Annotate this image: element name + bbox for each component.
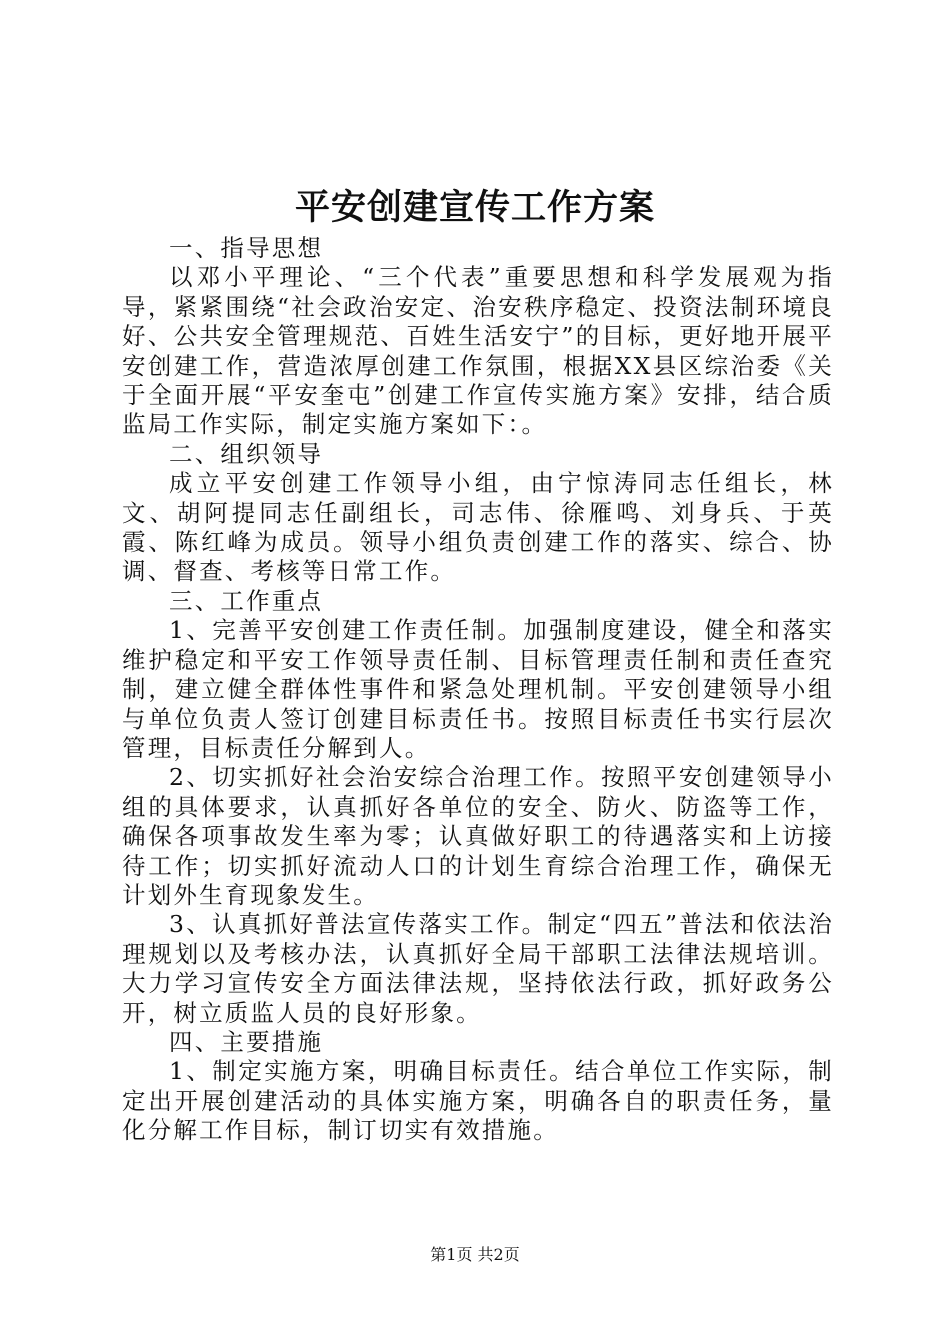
body-paragraph: 1、制定实施方案，明确目标责任。结合单位工作实际，制定出开展创建活动的具体实施方案，明确各自的职责任务，量化分解工作目标，制订切实有效措施。 xyxy=(122,1057,834,1145)
body-paragraph: 2、切实抓好社会治安综合治理工作。按照平安创建领导小组的具体要求，认真抓好各单位的安全、防火、防盗等工作，确保各项事故发生率为零；认真做好职工的待遇落实和上访接待工作；切实抓好流动人口的计划生育综合治理工作，确保无计划外生育现象发生。 xyxy=(122,763,834,909)
section-heading: 二、组织领导 xyxy=(169,439,324,468)
document-body xyxy=(122,234,834,1146)
section-heading: 四、主要措施 xyxy=(169,1027,324,1056)
body-paragraph: 成立平安创建工作领导小组，由宁惊涛同志任组长，林文、胡阿提同志任副组长，司志伟、徐雁鸣、刘身兵、于英霞、陈红峰为成员。领导小组负责创建工作的落实、综合、协调、督查、考核等日常工作。 xyxy=(122,469,834,586)
document-title: 平安创建宣传工作方案 xyxy=(294,187,655,228)
body-paragraph: 3、认真抓好普法宣传落实工作。制定“四五”普法和依法治理规划以及考核办法，认真抓好全局干部职工法律法规培训。大力学习宣传安全方面法律法规，坚持依法行政，抓好政务公开，树立质监人员的良好形象。 xyxy=(122,910,834,1027)
section-heading: 三、工作重点 xyxy=(169,586,324,615)
body-paragraph: 1、完善平安创建工作责任制。加强制度建设，健全和落实维护稳定和平安工作领导责任制、目标管理责任制和责任查究制，建立健全群体性事件和紧急处理机制。平安创建领导小组与单位负责人签订创建目标责任书。按照目标责任书实行层次管理，目标责任分解到人。 xyxy=(122,616,834,762)
section-heading: 一、指导思想 xyxy=(169,234,324,262)
body-paragraph: 以邓小平理论、“三个代表”重要思想和科学发展观为指导，紧紧围绕“社会政治安定、治安秩序稳定、投资法制环境良好、公共安全管理规范、百姓生活安宁”的目标，更好地开展平安创建工作，营造浓厚创建工作氛围，根据XX县区综治委《关于全面开展“平安奎屯”创建工作宣传实施方案》安排，结合质监局工作实际，制定实施方案如下：。 xyxy=(122,263,834,439)
page-footer: 第1页 共2页 xyxy=(430,1245,520,1264)
